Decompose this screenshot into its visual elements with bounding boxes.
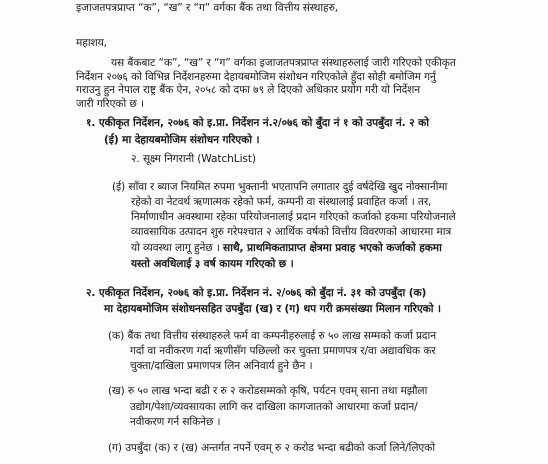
item1-para-line-mixed — [131, 242, 442, 255]
item1-para-line: (ई) साँवा र ब्याज नियमित रुपमा भुक्तानी भएतापनि लगातार दुई वर्षदेखि खुद नोक्सानीमा — [112, 181, 448, 193]
item1-para-bold-line: यस्तो अवधिलाई ३ वर्ष कायम गरिएको छ । — [131, 258, 294, 270]
salutation: महाशय, — [76, 37, 107, 49]
item1-para-line: निर्माणाधीन अवस्थामा रहेका परियोजनालाई प्रदान गरिएको कर्जाको हकमा परियोजनाले — [131, 211, 456, 223]
recipient-line: इजाजतपत्रप्राप्त “क”, “ख” र “ग” वर्गका बैंक तथा वित्तीय संस्थाहरु, — [76, 2, 339, 14]
item2-ka-line: चुक्ता/दाखिला प्रमाणपत्र लिन अनिवार्य हुने छैन । — [130, 360, 313, 372]
item1-para-line: व्यावसायिक उत्पादन शुरु गरेपश्चात २ आर्थिक वर्षको वित्तीय विवरणको आधारमा मात्र — [131, 226, 452, 238]
item1-heading-line: (ई) मा देहायबमोजिम संशोधन गरिएको । — [104, 134, 260, 146]
item2-ka-line: गर्दा वा नवीकरण गर्दा ऋणीसँग पछिल्लो कर चुक्ता प्रमाणपत्र र/वा अद्यावधिक कर — [130, 345, 436, 357]
item1-heading-line: १. एकीकृत निर्देशन, २०७६ को इ.प्रा. निर्देशन नं.२/०७६ को बुँदा नं १ को उपबुँदा नं. २ को — [86, 117, 429, 129]
item1-para-normal: यो व्यवस्था लागू हुनेछ । — [131, 242, 224, 254]
intro-line: निर्देशन २०७६ को विभिन्न निर्देशनहरुमा देहायबमोजिम संशोधन गरिएकोले हुँदा सोही बमोजिम गर्नु — [76, 71, 436, 83]
item2-kha-line: (ख) रु ५० लाख भन्दा बढी र रु २ करोडसम्मको कृषि, पर्यटन एवम् साना तथा मझौला — [108, 385, 428, 397]
item2-kha-line: उद्योग/पेशा/व्यवसायका लागि कर दाखिला कागजातको आधारमा कर्जा प्रदान/ — [130, 401, 418, 413]
item2-kha-line: नवीकरण गर्न सकिनेछ । — [130, 416, 221, 428]
item2-ga-line: (ग) उपबुँदा (क) र (ख) अन्तर्गत नपर्ने एवम् रु २ करोड भन्दा बढीको कर्जा लिने/लिएको — [108, 442, 435, 454]
item1-sub-heading: २. सूक्ष्म निगरानी (WatchList) — [131, 153, 256, 165]
item2-heading-line: २. एकीकृत निर्देशन, २०७६ को इ.प्रा. निर्देशन नं. २/०७६ को बुँदा नं. ३१ को उपबुँदा (क) — [86, 287, 427, 299]
item1-para-line: रहेको वा नेटवर्थ ऋणात्मक रहेको फर्म, कम्पनी वा संस्थालाई प्रवाहित कर्जा । तर, — [131, 196, 432, 208]
intro-line: जारी गरिएको छ । — [76, 98, 144, 110]
item2-ka-line: (क) बैंक तथा वित्तीय संस्थाहरुले फर्म वा कम्पनीहरुलाई रु ५० लाख सम्मको कर्जा प्रदान — [108, 330, 436, 342]
intro-line: गराउनु हुन नेपाल राष्ट्र बैंक ऐन, २०५८ को दफा ७९ ले दिएको अधिकार प्रयोग गरी यो निर्देशन — [76, 84, 421, 96]
item2-heading-line: मा देहायबमोजिम संशोधनसहित उपबुँदा (ख) र (ग) थप गरी क्रमसंख्या मिलान गरिएको । — [104, 303, 441, 315]
intro-line: यस बैंकबाट “क”, “ख” र “ग” वर्गका इजाजतपत्रप्राप्त संस्थाहरुलाई जारी गरिएको एकीकृत — [111, 57, 456, 69]
item1-para-bold: साथै, प्राथमिकताप्राप्त क्षेत्रमा प्रवाह भएको कर्जाको हकमा — [223, 242, 442, 254]
